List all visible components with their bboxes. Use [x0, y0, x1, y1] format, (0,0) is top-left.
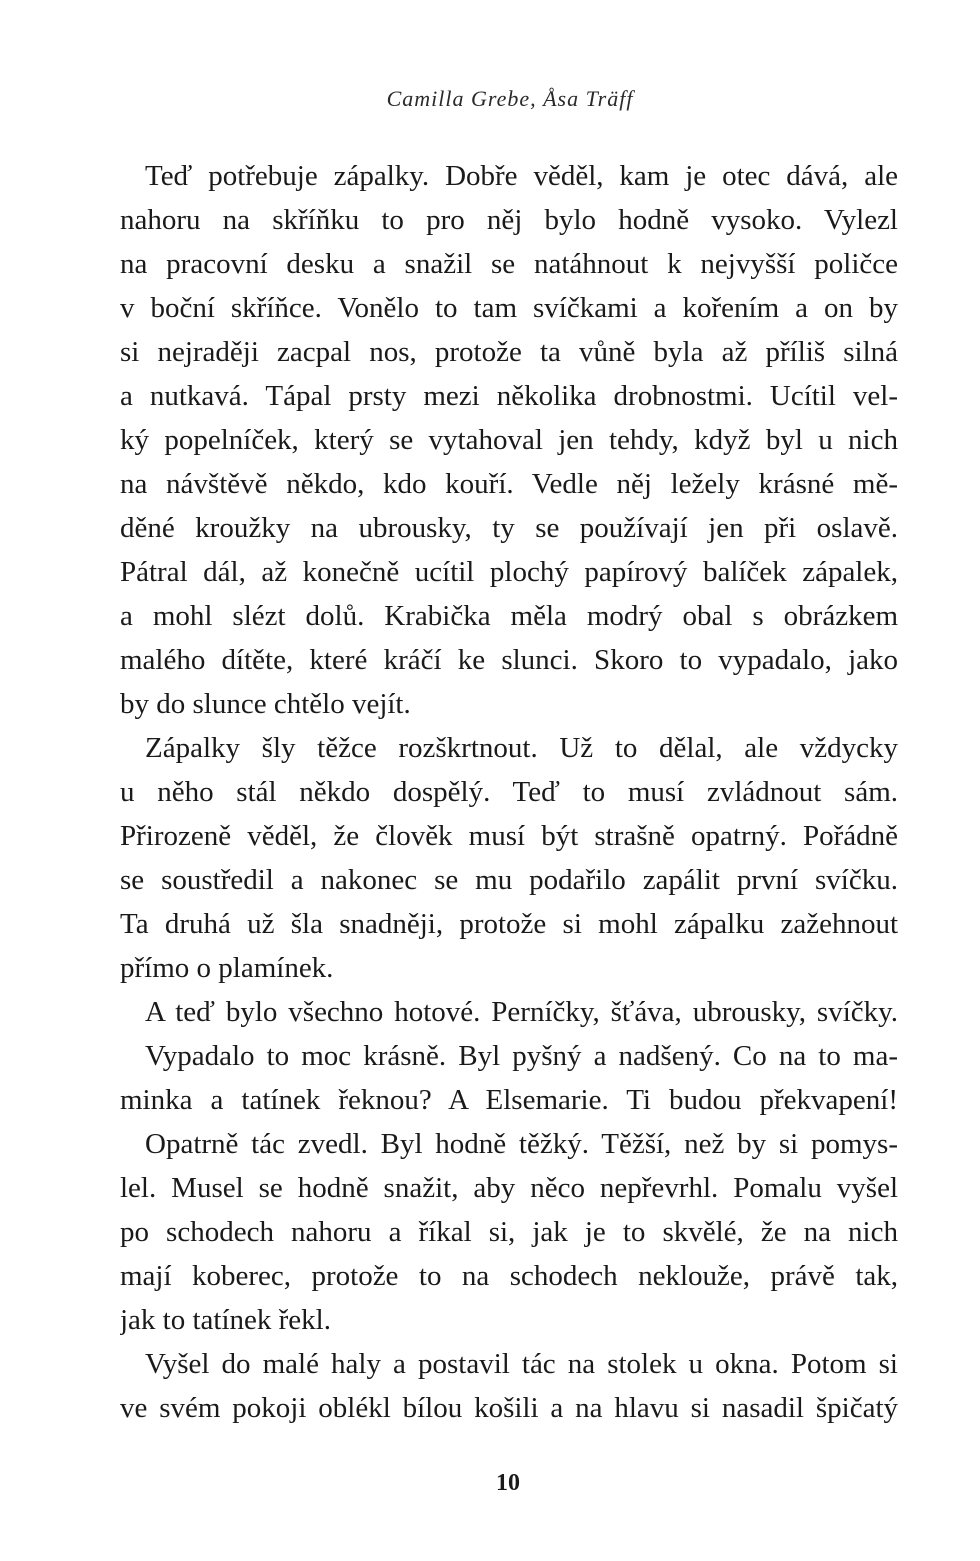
text-line: na návštěvě někdo, kdo kouří. Vedle něj ležely krásné mě- [120, 468, 898, 500]
text-line: v boční skříňce. Vonělo to tam svíčkami a kořením a on by [120, 292, 898, 324]
text-line: nahoru na skříňku to pro něj bylo hodně vysoko. Vylezl [120, 204, 898, 236]
page-number: 10 [496, 1470, 520, 1496]
text-line: jak to tatínek řekl. [120, 1304, 331, 1336]
text-line: malého dítěte, které kráčí ke slunci. Skoro to vypadalo, jako [120, 644, 898, 676]
body-text [120, 154, 898, 1430]
text-line: si nejraději zacpal nos, protože ta vůně byla až příliš silná [120, 336, 898, 368]
text-line: ký popelníček, který se vytahoval jen tehdy, když byl u nich [120, 424, 898, 456]
text-line: po schodech nahoru a říkal si, jak je to skvělé, že na nich [120, 1216, 898, 1248]
text-line: ve svém pokoji oblékl bílou košili a na hlavu si nasadil špičatý [120, 1392, 898, 1424]
text-line: Pátral dál, až konečně ucítil plochý papírový balíček zápalek, [120, 556, 898, 588]
text-line: Vyšel do malé haly a postavil tác na stolek u okna. Potom si [145, 1348, 898, 1380]
text-line: a mohl slézt dolů. Krabička měla modrý obal s obrázkem [120, 600, 898, 632]
text-line: Teď potřebuje zápalky. Dobře věděl, kam je otec dává, ale [145, 160, 898, 192]
text-line: Opatrně tác zvedl. Byl hodně těžký. Těžší, než by si pomys- [145, 1128, 898, 1160]
text-line: minka a tatínek řeknou? A Elsemarie. Ti budou překvapení! [120, 1084, 898, 1116]
text-line: na pracovní desku a snažil se natáhnout k nejvyšší poličce [120, 248, 898, 280]
text-line: u něho stál někdo dospělý. Teď to musí zvládnout sám. [120, 776, 898, 808]
text-line: Vypadalo to moc krásně. Byl pyšný a nadšený. Co na to ma- [145, 1040, 898, 1072]
text-line: by do slunce chtělo vejít. [120, 688, 411, 720]
text-line: Ta druhá už šla snadněji, protože si mohl zápalku zažehnout [120, 908, 898, 940]
text-line: lel. Musel se hodně snažit, aby něco nepřevrhl. Pomalu vyšel [120, 1172, 898, 1204]
text-line: se soustředil a nakonec se mu podařilo zapálit první svíčku. [120, 864, 898, 896]
text-line: přímo o plamínek. [120, 952, 334, 984]
text-line: děné kroužky na ubrousky, ty se používají jen při oslavě. [120, 512, 898, 544]
running-head: Camilla Grebe, Åsa Träff [386, 86, 634, 111]
text-line: mají koberec, protože to na schodech neklouže, právě tak, [120, 1260, 898, 1292]
text-line: Zápalky šly těžce rozškrtnout. Už to dělal, ale vždycky [145, 732, 898, 764]
text-line: A teď bylo všechno hotové. Perníčky, šťáva, ubrousky, svíčky. [145, 996, 898, 1028]
text-line: Přirozeně věděl, že člověk musí být strašně opatrný. Pořádně [120, 820, 898, 852]
text-line: a nutkavá. Tápal prsty mezi několika drobnostmi. Ucítil vel- [120, 380, 898, 412]
